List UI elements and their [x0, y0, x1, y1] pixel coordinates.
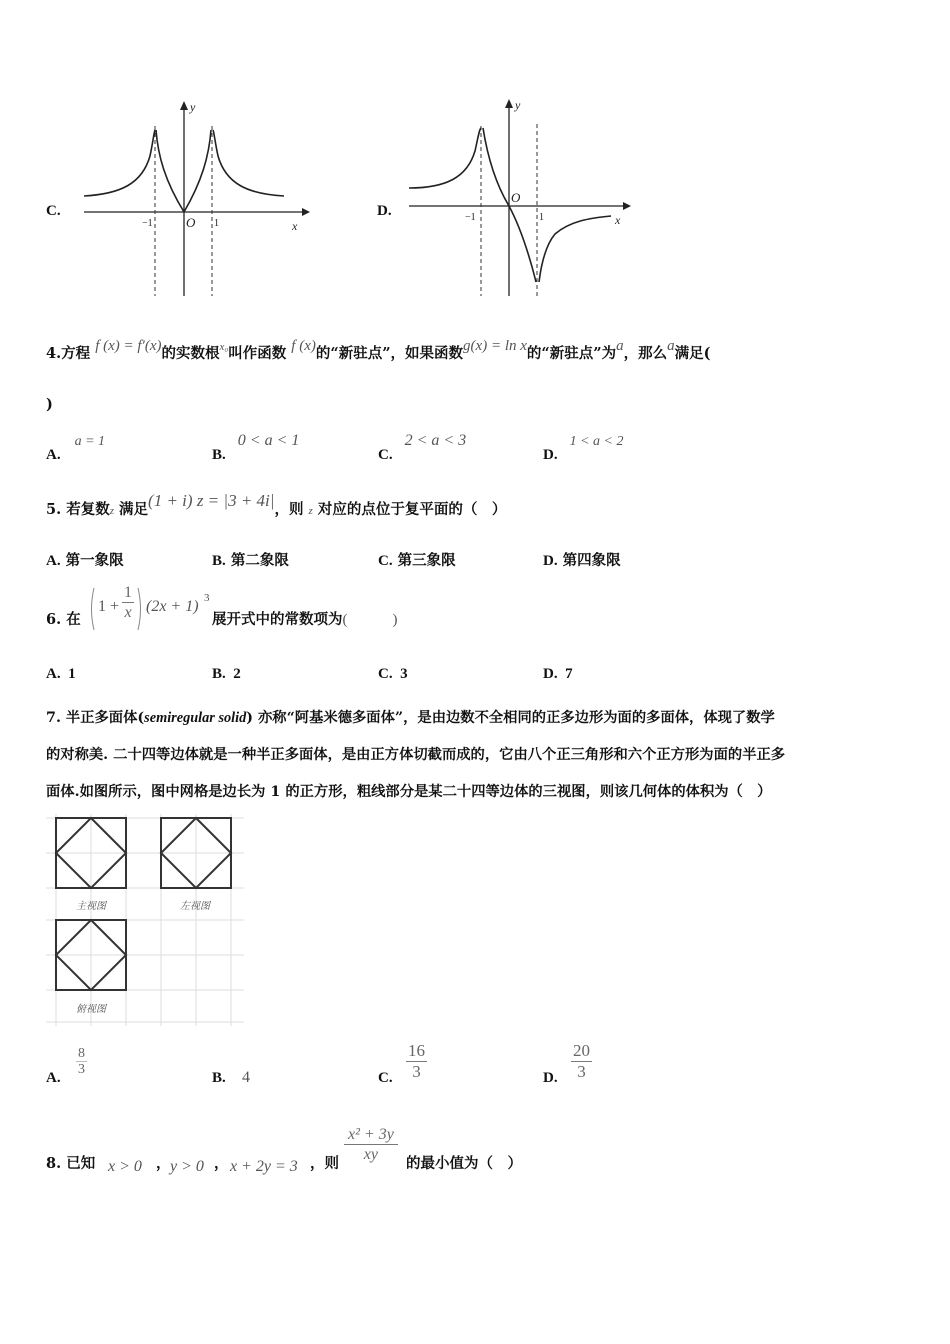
left-paren: [88, 586, 96, 632]
stem-text: 叫作函数: [228, 345, 287, 362]
tick-1: 1: [214, 218, 219, 229]
stem-text: 方程: [61, 345, 91, 362]
x-label: x: [292, 219, 298, 233]
option-c[interactable]: [378, 549, 456, 570]
option-label: D.: [543, 553, 558, 569]
fraction-numerator: 20: [573, 1041, 590, 1060]
curve-left-inner: [156, 130, 184, 212]
stem-text: ，则: [310, 1155, 339, 1172]
option-label: B.: [212, 666, 226, 682]
curve-right-outer: [539, 216, 611, 282]
question-8-stem: [46, 1124, 646, 1180]
option-value: 第二象限: [230, 552, 289, 569]
x-label: x: [615, 213, 621, 227]
option-a[interactable]: [46, 430, 106, 463]
right-paren: [136, 586, 144, 632]
math-fraction: [344, 1126, 398, 1164]
stem-text: 的最小值为（ ）: [406, 1155, 522, 1172]
curve-right-outer: [213, 130, 284, 196]
y-axis-arrow: [505, 99, 513, 108]
math-f: f (x): [291, 338, 316, 354]
option-a[interactable]: [46, 666, 76, 683]
option-value: 1 < a < 2: [569, 434, 624, 449]
option-label: C.: [378, 1070, 393, 1086]
option-label: B.: [212, 553, 226, 569]
math-equation: (1 + i) z = |3 + 4i|: [148, 491, 275, 510]
curve-left-outer: [84, 130, 155, 196]
option-d[interactable]: [543, 549, 621, 570]
math-fraction: [122, 584, 134, 622]
question-number: 7.: [46, 710, 61, 726]
option-label: C.: [378, 666, 393, 682]
fraction-denominator: x: [124, 603, 132, 621]
option-value: 7: [565, 666, 573, 682]
option-d-label: D.: [377, 203, 392, 219]
stem-text: 对应的点位于复平面的（ ）: [317, 501, 507, 518]
question-number: 4.: [46, 345, 62, 362]
option-label: B.: [212, 447, 226, 463]
math-condition-2: y > 0: [170, 1158, 204, 1175]
origin-label: O: [186, 215, 196, 230]
option-label: A.: [46, 1070, 61, 1086]
question-7-stem: [46, 700, 908, 811]
x-axis-arrow: [302, 208, 310, 216]
option-a[interactable]: [46, 549, 124, 570]
tick-neg1: −1: [465, 212, 476, 223]
question-number: 5.: [46, 501, 62, 518]
question-number: 8.: [46, 1155, 62, 1172]
y-axis-arrow: [180, 101, 188, 110]
option-label: D.: [543, 666, 558, 682]
question-6-options: [46, 666, 906, 688]
option-value: 3: [400, 666, 408, 682]
option-label: A.: [46, 666, 61, 682]
math-exponent: 3: [204, 592, 210, 604]
stem-text: 在: [66, 611, 81, 628]
graph-option-d: [405, 96, 635, 302]
fraction-denominator: 3: [78, 1062, 85, 1078]
question-5-stem: [46, 491, 507, 526]
option-fraction: [406, 1042, 427, 1082]
stem-text: ) 亦称“阿基米德多面体”，是由边数不全相同的正多边形为面的多面体，体现了数学: [246, 710, 775, 726]
curve-left-outer: [409, 128, 481, 188]
question-number: 6.: [46, 611, 62, 628]
fraction-numerator: 1: [124, 584, 132, 601]
graph-option-c: [80, 96, 310, 302]
y-label: y: [515, 98, 521, 112]
option-label: D.: [543, 447, 558, 463]
math-one-plus: 1 +: [98, 598, 120, 615]
math-a: a: [616, 338, 624, 354]
x-axis-arrow: [623, 202, 631, 210]
y-label: y: [190, 100, 196, 114]
fraction-denominator: 3: [412, 1061, 421, 1081]
option-c[interactable]: [378, 666, 408, 683]
option-label: D.: [543, 1070, 558, 1086]
math-g: g(x) = ln x: [463, 338, 527, 354]
stem-text: 展开式中的常数项为: [212, 611, 343, 628]
stem-text: 满足: [119, 501, 149, 518]
math-condition-1: x > 0: [108, 1158, 142, 1175]
option-value: 4: [242, 1069, 250, 1086]
math-equation: f (x) = f′(x): [95, 338, 162, 354]
separator: ，: [214, 1155, 229, 1172]
option-value: 2: [233, 666, 241, 682]
option-label: A.: [46, 553, 61, 569]
option-value: 2 < a < 3: [404, 432, 467, 449]
separator: ，: [156, 1155, 171, 1172]
top-view-label: 俯视图: [76, 1004, 106, 1015]
option-value: 第四象限: [562, 552, 621, 569]
math-a: a: [667, 338, 675, 354]
math-binomial: (2x + 1): [146, 598, 199, 615]
side-view-label: 左视图: [180, 901, 210, 912]
fraction-numerator: 8: [78, 1046, 85, 1061]
math-x0: x₀: [219, 341, 229, 353]
fraction-numerator: 16: [408, 1041, 425, 1060]
option-fraction: [571, 1042, 592, 1082]
stem-text: ，那么: [623, 345, 668, 362]
option-d[interactable]: [543, 430, 624, 463]
option-label: B.: [212, 1070, 226, 1086]
stem-text: 若复数: [66, 501, 110, 518]
math-z: z: [109, 505, 114, 517]
option-label: C.: [378, 447, 393, 463]
stem-line-2: 的对称美. 二十四等边体就是一种半正多面体，是由正方体切截而成的，它由八个正三角形和六个正方形为面的半正多: [46, 747, 786, 763]
option-d[interactable]: [543, 666, 573, 683]
option-fraction: [76, 1046, 87, 1079]
question-4-close: ): [46, 396, 53, 413]
option-value: 第一象限: [65, 552, 124, 569]
option-b[interactable]: [212, 666, 241, 683]
math-condition-3: x + 2y = 3: [230, 1158, 298, 1175]
origin-label: O: [511, 190, 521, 205]
fraction-denominator: xy: [363, 1145, 378, 1163]
option-c-label: C.: [46, 203, 61, 219]
option-b[interactable]: [212, 430, 300, 463]
stem-text: 已知: [66, 1155, 96, 1172]
three-views-figure: [46, 814, 246, 1026]
option-value: 1: [68, 666, 76, 682]
option-label: C.: [378, 553, 393, 569]
curve-right-inner: [184, 130, 211, 212]
question-7-options: [46, 1040, 906, 1092]
question-5-options: [46, 549, 906, 571]
option-value: a = 1: [74, 434, 106, 449]
stem-text: 的实数根: [161, 345, 220, 362]
tick-1: 1: [539, 212, 544, 223]
math-z: z: [308, 505, 313, 517]
stem-text: 的“新驻点”为: [526, 345, 617, 362]
tick-neg1: −1: [142, 218, 153, 229]
term-italic: semiregular solid: [144, 710, 247, 726]
stem-text: 满足(: [674, 345, 711, 362]
option-label: A.: [46, 447, 61, 463]
stem-text: ，则: [274, 501, 304, 518]
option-b[interactable]: [212, 549, 289, 570]
stem-line-3: 面体.如图所示，图中网格是边长为 1 的正方形，粗线部分是某二十四等边体的三视图，则该几何体的体积为（ ）: [46, 784, 772, 800]
fraction-denominator: 3: [577, 1061, 586, 1081]
front-view-label: 主视图: [76, 901, 106, 912]
answer-paren: ( ): [342, 612, 398, 628]
option-value: 第三象限: [397, 552, 456, 569]
question-4-stem: [46, 340, 710, 369]
stem-text: 半正多面体(: [65, 710, 145, 726]
option-value: 0 < a < 1: [237, 432, 300, 449]
option-c[interactable]: [378, 430, 467, 463]
stem-text: 的“新驻点”，如果函数: [315, 345, 464, 362]
fraction-numerator: x² + 3y: [344, 1126, 398, 1145]
